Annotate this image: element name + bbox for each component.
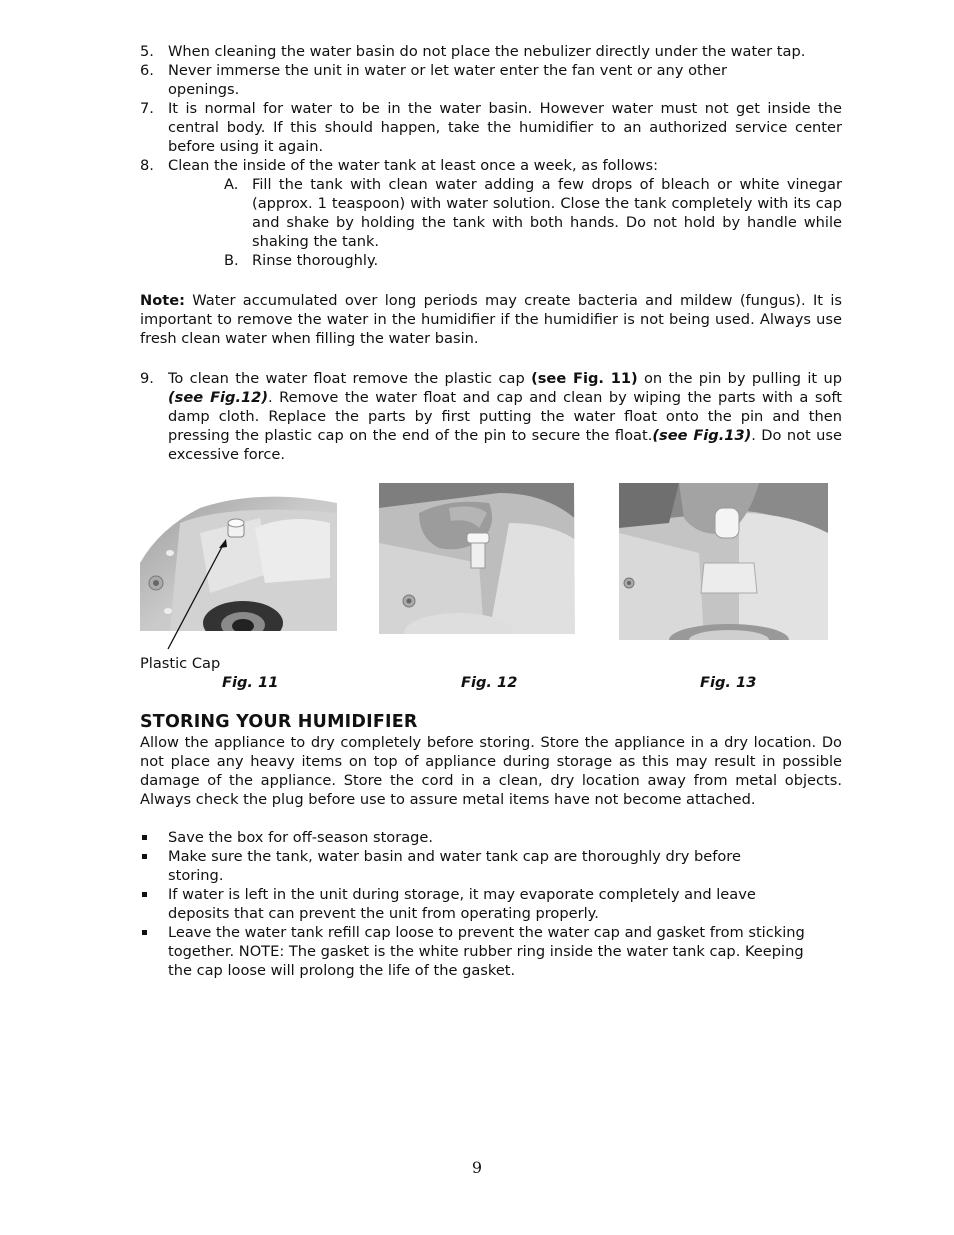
page-number: 9	[471, 1158, 483, 1177]
fig-reference: (see Fig.12)	[168, 389, 269, 406]
fig-reference: (see Fig. 11)	[531, 370, 638, 387]
item-text: Never immerse the unit in water or let water enter the fan vent or any other openings.	[168, 62, 727, 98]
bullet-item	[140, 923, 842, 980]
bullet-item	[140, 885, 842, 923]
fig-13-photo	[619, 483, 828, 640]
fig-13-caption: Fig. 13	[700, 674, 757, 691]
bullet-item	[140, 847, 842, 885]
list-item-9	[140, 369, 842, 464]
item-text: When cleaning the water basin do not place the nebulizer directly under the water tap.	[168, 43, 806, 60]
list-item-6	[140, 61, 842, 99]
bullet-item	[140, 828, 842, 847]
sub-item-a	[140, 175, 842, 251]
figure-row	[140, 483, 842, 693]
bullet-square-icon	[142, 835, 147, 840]
fig-11-caption: Fig. 11	[222, 674, 279, 691]
sub-item-letter: B.	[224, 252, 239, 269]
item-text: . Remove the water float and cap and clean by wiping the parts with a soft damp cloth. Replace the parts by first putting the water float onto the pin and then pressing the plastic cap on the end of the pin to secure the float.	[168, 389, 842, 444]
note-label: Note:	[140, 292, 185, 309]
fig-12-caption: Fig. 12	[461, 674, 518, 691]
storing-paragraph: Allow the appliance to dry completely before storing. Store the appliance in a dry location. Do not place any heavy items on top of appliance during storage as this may result in possible damage of the appliance. Store the cord in a clean, dry location away from metal objects. Always check the plug before use to assure metal items have not become attached.	[140, 734, 842, 808]
sub-item-b	[140, 251, 842, 270]
sub-item-text: Rinse thoroughly.	[252, 252, 379, 269]
sub-item-letter: A.	[224, 176, 239, 193]
item-text: Clean the inside of the water tank at least once a week, as follows:	[168, 157, 659, 174]
bullet-text: Leave the water tank refill cap loose to prevent the water cap and gasket from sticking together. NOTE: The gasket is the white rubber ring inside the water tank cap. Keeping the cap loose will prolong the life of the gasket.	[168, 924, 805, 979]
fig-12-photo	[379, 483, 580, 634]
pointer-arrow	[165, 533, 255, 653]
bullet-square-icon	[142, 892, 147, 897]
list-item-7	[140, 99, 842, 156]
section-heading: STORING YOUR HUMIDIFIER	[140, 712, 418, 732]
item-number: 7.	[140, 100, 154, 117]
document-page	[140, 42, 842, 980]
item-number: 8.	[140, 157, 154, 174]
bullet-text: Make sure the tank, water basin and water tank cap are thoroughly dry before storing.	[168, 848, 741, 884]
list-item-8	[140, 156, 842, 175]
plastic-cap-label: Plastic Cap	[140, 655, 221, 672]
note-paragraph	[140, 291, 842, 348]
bullet-square-icon	[142, 854, 147, 859]
item-text: on the pin by pulling it up	[637, 370, 842, 387]
bullet-text: If water is left in the unit during storage, it may evaporate completely and leave deposits that can prevent the unit from operating properly.	[168, 886, 756, 922]
item-text: . Do not use excessive force.	[168, 427, 842, 463]
bullet-text: Save the box for off-season storage.	[168, 829, 434, 846]
note-text: Water accumulated over long periods may create bacteria and mildew (fungus). It is important to remove the water in the humidifier if the humidifier is not being used. Always use fresh clean water when filling the water basin.	[140, 292, 842, 347]
item-text: It is normal for water to be in the water basin. However water must not get inside the central body. If this should happen, take the humidifier to an authorized service center before using it again.	[168, 100, 842, 155]
fig-reference: (see Fig.13)	[652, 427, 752, 444]
sub-item-text: Fill the tank with clean water adding a few drops of bleach or white vinegar (approx. 1 teaspoon) with water solution. Close the tank completely with its cap and shake by holding the tank with both hands. Do not hold by handle while shaking the tank.	[252, 176, 842, 250]
bullet-square-icon	[142, 930, 147, 935]
item-text: To clean the water float remove the plastic cap	[168, 370, 532, 387]
item-number: 9.	[140, 370, 154, 387]
item-number: 5.	[140, 43, 154, 60]
item-number: 6.	[140, 62, 154, 79]
list-item-5	[140, 42, 842, 61]
